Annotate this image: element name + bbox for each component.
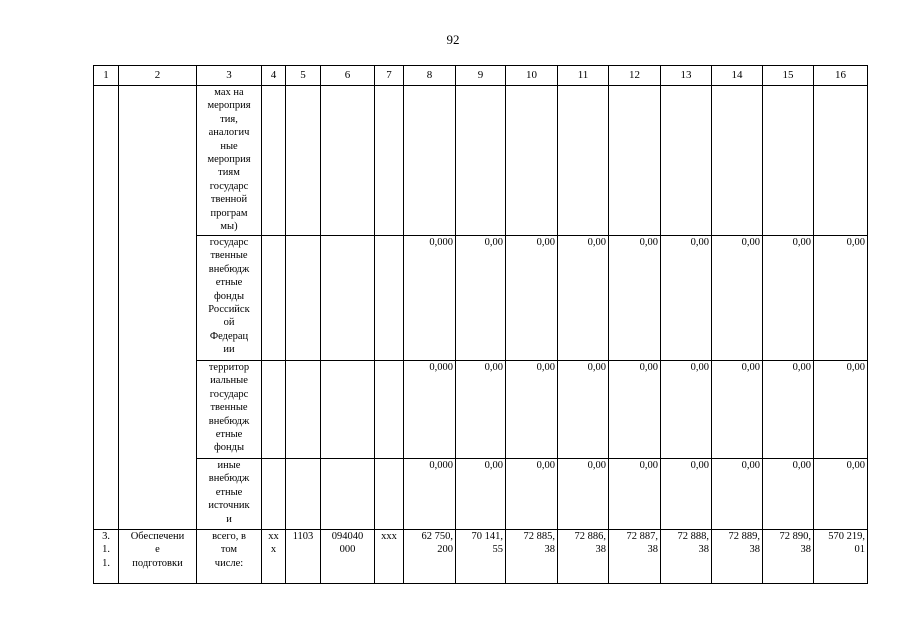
table-row [94,361,868,459]
value-cell: 72 890, 38 [763,530,814,584]
value-cell: 72 886, 38 [558,530,609,584]
header-cell: 12 [609,66,661,86]
code-cell: хх х [262,530,286,584]
value-cell: 70 141, 55 [456,530,506,584]
code-cell: 094040 000 [321,530,375,584]
value-cell [456,86,506,236]
item-name-cell: Обеспечени е подготовки [119,530,197,584]
value-cell: 0,00 [558,236,609,361]
table-cell [286,459,321,530]
header-cell: 4 [262,66,286,86]
header-row [94,66,868,86]
value-cell: 0,00 [609,236,661,361]
table-row [94,530,868,584]
value-cell [814,86,868,236]
value-cell: 0,00 [506,236,558,361]
value-cell: 0,00 [712,236,763,361]
value-cell: 0,00 [763,236,814,361]
value-cell: 0,00 [661,361,712,459]
value-cell: 0,00 [763,361,814,459]
table-cell [262,459,286,530]
item-number-cell: 3. 1. 1. [94,530,119,584]
value-cell: 0,00 [814,361,868,459]
header-cell: 7 [375,66,404,86]
value-cell: 0,00 [712,459,763,530]
value-cell: 0,00 [661,459,712,530]
table-cell [375,236,404,361]
header-cell: 6 [321,66,375,86]
table-cell [321,86,375,236]
funding-source-cell: иные внебюдж етные источник и [197,459,262,530]
funding-source-cell: государс твенные внебюдж етные фонды Российск ой Федерац ии [197,236,262,361]
table-cell [375,459,404,530]
table-row [94,86,868,236]
value-cell: 0,00 [712,361,763,459]
value-cell: 0,000 [404,236,456,361]
value-cell: 72 888, 38 [661,530,712,584]
table-cell [119,86,197,530]
value-cell: 0,00 [456,236,506,361]
value-cell: 0,00 [763,459,814,530]
header-cell: 13 [661,66,712,86]
value-cell: 0,00 [814,236,868,361]
header-cell: 5 [286,66,321,86]
table-cell [375,86,404,236]
table-cell [262,86,286,236]
value-cell: 0,00 [558,361,609,459]
header-cell: 8 [404,66,456,86]
table-cell [262,236,286,361]
funding-source-cell: территор иальные государс твенные внебюдж етные фонды [197,361,262,459]
budget-table [93,65,868,584]
header-cell: 16 [814,66,868,86]
table-cell [321,459,375,530]
value-cell [661,86,712,236]
header-cell: 9 [456,66,506,86]
table-row [94,236,868,361]
value-cell: 0,00 [609,459,661,530]
table-cell [321,361,375,459]
value-cell: 62 750, 200 [404,530,456,584]
table-cell [375,361,404,459]
value-cell: 0,00 [456,459,506,530]
value-cell [404,86,456,236]
header-cell: 11 [558,66,609,86]
value-cell: 570 219, 01 [814,530,868,584]
header-cell: 3 [197,66,262,86]
value-cell: 0,000 [404,361,456,459]
funding-source-cell: мах на мероприя тия, аналогич ные мероприя тиям государс твенной програм мы) [197,86,262,236]
value-cell: 0,00 [456,361,506,459]
header-cell: 2 [119,66,197,86]
value-cell: 0,00 [558,459,609,530]
code-cell: ххх [375,530,404,584]
value-cell: 72 885, 38 [506,530,558,584]
table-cell [286,236,321,361]
value-cell [609,86,661,236]
value-cell: 0,00 [506,459,558,530]
code-cell: 1103 [286,530,321,584]
page-number: 92 [446,32,460,47]
table-cell [321,236,375,361]
header-cell: 14 [712,66,763,86]
table-cell [262,361,286,459]
value-cell [712,86,763,236]
value-cell: 0,00 [661,236,712,361]
table-cell [286,86,321,236]
value-cell: 72 887, 38 [609,530,661,584]
table-row [94,459,868,530]
value-cell [763,86,814,236]
value-cell: 0,00 [609,361,661,459]
value-cell: 0,000 [404,459,456,530]
value-cell: 0,00 [506,361,558,459]
value-cell: 0,00 [814,459,868,530]
header-cell: 10 [506,66,558,86]
value-cell [558,86,609,236]
value-cell: 72 889, 38 [712,530,763,584]
table-cell [94,86,119,530]
table-cell [286,361,321,459]
value-cell [506,86,558,236]
header-cell: 1 [94,66,119,86]
header-cell: 15 [763,66,814,86]
funding-source-cell: всего, в том числе: [197,530,262,584]
